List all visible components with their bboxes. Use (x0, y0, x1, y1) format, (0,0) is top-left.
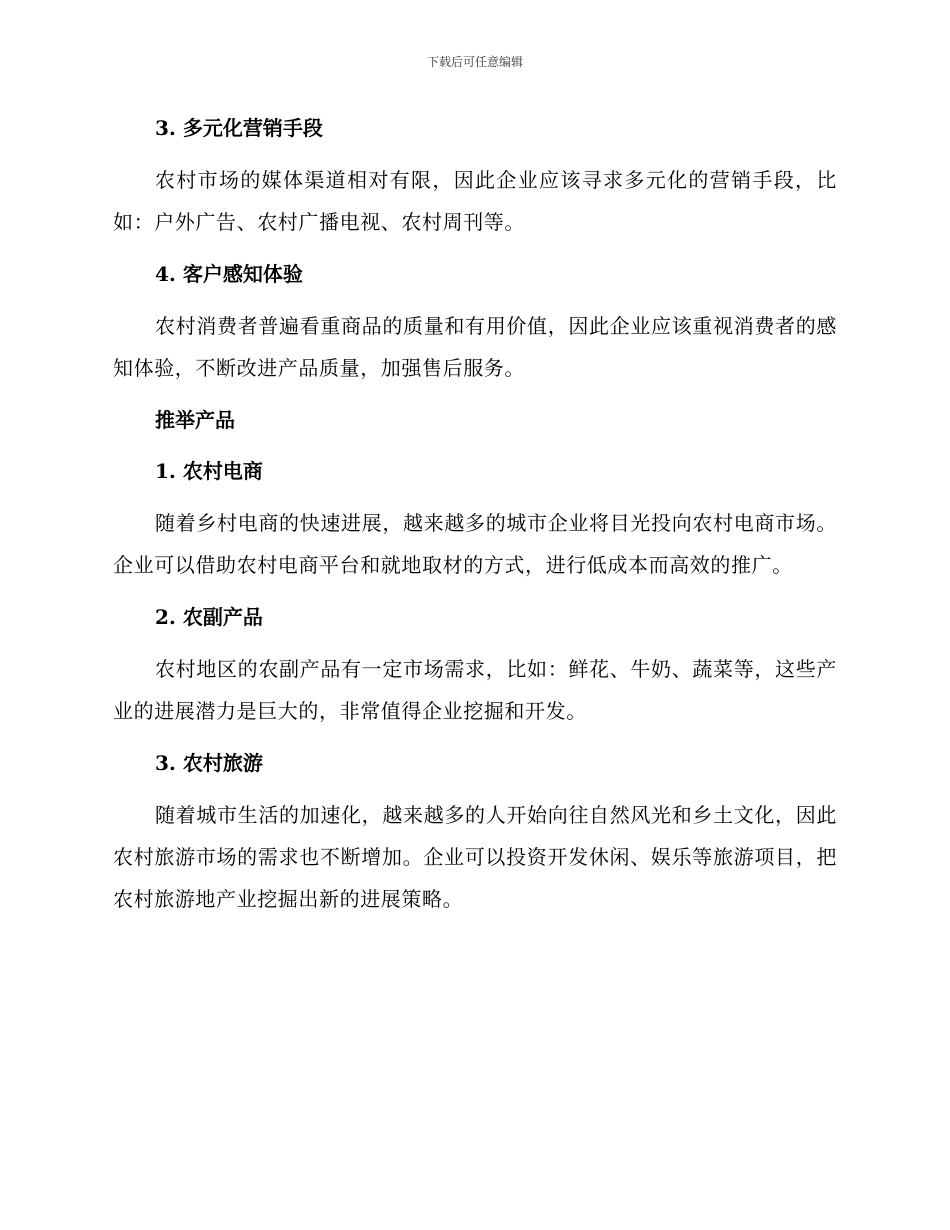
section-paragraph-agricultural-products: 农村地区的农副产品有一定市场需求，比如：鲜花、牛奶、蔬菜等，这些产业的进展潜力是巨大的，非常值得企业挖掘和开发。 (113, 657, 837, 723)
section-paragraph-rural-tourism: 随着城市生活的加速化，越来越多的人开始向往自然风光和乡土文化，因此农村旅游市场的需求也不断增加。企业可以投资开发休闲、娱乐等旅游项目，把农村旅游地产业挖掘出新的进展策略。 (113, 803, 837, 911)
section-heading-rural-ecommerce: 1. 农村电商 (155, 459, 263, 483)
section-heading-experience: 4. 客户感知体验 (155, 262, 303, 286)
section-heading-agricultural-products: 2. 农副产品 (155, 605, 263, 629)
section-heading-rural-tourism: 3. 农村旅游 (155, 751, 263, 775)
section-heading-recommended-products: 推举产品 (155, 408, 235, 432)
page-header-note: 下载后可任意编辑 (426, 55, 523, 69)
section-paragraph-marketing: 农村市场的媒体渠道相对有限，因此企业应该寻求多元化的营销手段，比如：户外广告、农村广播电视、农村周刊等。 (113, 168, 837, 234)
document-body (113, 108, 837, 920)
section-paragraph-rural-ecommerce: 随着乡村电商的快速进展，越来越多的城市企业将目光投向农村电商市场。企业可以借助农村电商平台和就地取材的方式，进行低成本而高效的推广。 (113, 511, 837, 577)
section-paragraph-experience: 农村消费者普遍看重商品的质量和有用价值，因此企业应该重视消费者的感知体验，不断改进产品质量，加强售后服务。 (113, 314, 837, 380)
section-heading-marketing: 3. 多元化营销手段 (155, 116, 323, 140)
